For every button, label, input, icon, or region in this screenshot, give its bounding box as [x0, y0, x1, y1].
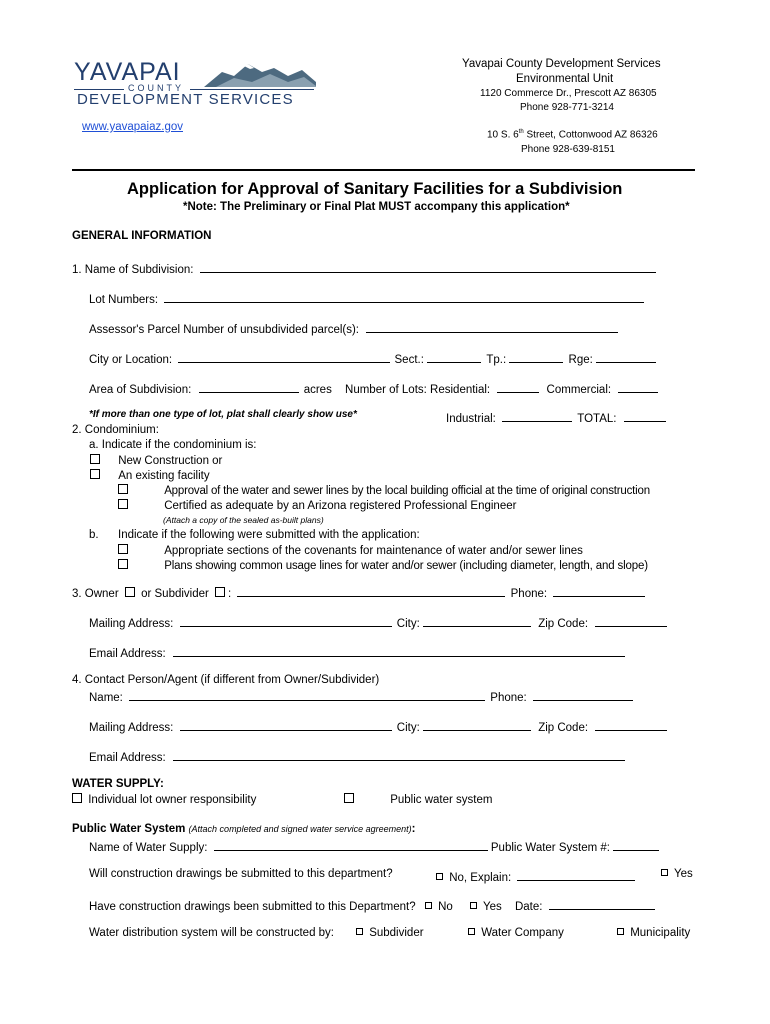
label-individual: Individual lot owner responsibility: [88, 794, 257, 806]
label-owner-zip: Zip Code:: [538, 618, 589, 630]
row-subdivision-name: [72, 260, 656, 276]
industrial-field[interactable]: [502, 409, 572, 422]
owner-zip-field[interactable]: [595, 614, 667, 627]
county-logo: [68, 58, 318, 110]
office-unit: Environmental Unit: [516, 73, 614, 85]
condo-heading: 2. Condominium:: [72, 424, 159, 436]
row-industrial: [446, 409, 666, 425]
individual-checkbox[interactable]: [72, 793, 82, 803]
owner-phone-field[interactable]: [553, 584, 645, 597]
row-approval: [118, 484, 650, 497]
label-contact-phone: Phone:: [490, 692, 527, 704]
row-plans: [118, 559, 648, 572]
row-public: [344, 793, 492, 806]
label-contact-email: Email Address:: [89, 752, 166, 764]
condo-b-text: Indicate if the following were submitted with the application:: [118, 529, 420, 541]
owner-email-field[interactable]: [173, 644, 625, 657]
header-divider: [72, 169, 695, 171]
lot-note: *If more than one type of lot, plat shall clearly show use*: [89, 409, 357, 420]
logo-rule-left: [74, 89, 124, 90]
contact-phone-field[interactable]: [533, 688, 633, 701]
apn-field[interactable]: [366, 320, 618, 333]
existing-facility-checkbox[interactable]: [90, 469, 100, 479]
label-apn: Assessor's Parcel Number of unsubdivided parcel(s):: [89, 324, 360, 336]
row-covenants: [118, 544, 583, 557]
mountain-icon: [204, 60, 316, 88]
total-field[interactable]: [624, 409, 666, 422]
form-title: Application for Approval of Sanitary Facilities for a Subdivision: [127, 180, 623, 198]
label-industrial: Industrial:: [446, 413, 496, 425]
label-commercial: Commercial:: [546, 384, 612, 396]
label-covenants: Appropriate sections of the covenants for maintenance of water and/or sewer lines: [164, 545, 583, 557]
contact-email-field[interactable]: [173, 748, 625, 761]
prescott-phone: Phone 928-771-3214: [520, 102, 614, 113]
pws-heading-row: [72, 823, 416, 835]
contact-zip-field[interactable]: [595, 718, 667, 731]
water-heading: WATER SUPPLY:: [72, 778, 164, 790]
attach-note: (Attach a copy of the sealed as-built plans): [163, 515, 324, 525]
label-dist-company: Water Company: [481, 927, 564, 939]
will-submit-no-checkbox[interactable]: [436, 873, 443, 880]
label-owner-mailing: Mailing Address:: [89, 618, 174, 630]
row-apn: [89, 320, 618, 336]
lot-numbers-field[interactable]: [164, 290, 644, 303]
label-pws-num: Public Water System #:: [490, 842, 610, 854]
owner-checkbox[interactable]: [125, 587, 135, 597]
label-plans: Plans showing common usage lines for water and/or sewer (including diameter, length, and slope): [164, 560, 648, 572]
row-contact-email: [89, 748, 625, 764]
general-heading: GENERAL INFORMATION: [72, 230, 212, 242]
tp-field[interactable]: [509, 350, 563, 363]
label-certified: Certified as adequate by an Arizona registered Professional Engineer: [164, 500, 517, 512]
label-have-submitted: Have construction drawings been submitted to this Department?: [89, 901, 416, 913]
cottonwood-phone: Phone 928-639-8151: [521, 144, 615, 155]
label-area: Area of Subdivision:: [89, 384, 192, 396]
date-field[interactable]: [549, 897, 655, 910]
condo-b-label: b.: [89, 529, 99, 541]
dist-subdivider-checkbox[interactable]: [356, 928, 363, 935]
rge-field[interactable]: [596, 350, 656, 363]
row-contact-mailing: [89, 718, 667, 734]
pws-colon: :: [411, 823, 416, 835]
label-tp: Tp.:: [486, 354, 507, 366]
logo-title: YAVAPAI: [74, 58, 181, 86]
row-owner: 3. Owner or Subdivider : Phone:: [72, 584, 645, 600]
row-new-construction: [90, 454, 222, 467]
label-public: Public water system: [390, 794, 493, 806]
label-rge: Rge:: [568, 354, 593, 366]
label-have-yes: Yes: [482, 901, 502, 913]
row-individual: [72, 793, 256, 806]
row-distribution: [89, 927, 334, 939]
row-contact-name: [89, 688, 633, 704]
contact-heading: 4. Contact Person/Agent (if different from Owner/Subdivider): [72, 674, 380, 686]
label-subdivision-name: 1. Name of Subdivision:: [72, 264, 194, 276]
logo-county: COUNTY: [128, 83, 184, 93]
label-no-explain: No, Explain:: [449, 872, 512, 884]
explain-field[interactable]: [517, 868, 635, 881]
row-will-submit: [89, 868, 393, 880]
label-existing-facility: An existing facility: [118, 470, 210, 482]
website-link[interactable]: www.yavapaiaz.gov: [82, 121, 183, 133]
row-will-submit-yes: [661, 868, 693, 880]
row-dist-municipality: [617, 927, 690, 939]
label-dist-subdivider: Subdivider: [369, 927, 424, 939]
label-will-yes: Yes: [674, 868, 693, 880]
label-contact-zip: Zip Code:: [538, 722, 589, 734]
contact-mailing-field[interactable]: [180, 718, 392, 731]
label-owner-phone: Phone:: [510, 588, 548, 600]
row-lot-numbers: [89, 290, 644, 306]
pws-num-field[interactable]: [613, 838, 659, 851]
public-checkbox[interactable]: [344, 793, 354, 803]
have-yes-checkbox[interactable]: [470, 902, 477, 909]
label-owner-city: City:: [396, 618, 420, 630]
label-sect: Sect.:: [394, 354, 424, 366]
dist-municipality-checkbox[interactable]: [617, 928, 624, 935]
label-num-lots: Number of Lots: Residential:: [345, 384, 491, 396]
label-owner: 3. Owner: [72, 588, 119, 600]
have-no-checkbox[interactable]: [425, 902, 432, 909]
row-will-submit-no: [436, 868, 635, 884]
label-water-name: Name of Water Supply:: [89, 842, 208, 854]
form-note: *Note: The Preliminary or Final Plat MUST accompany this application*: [183, 201, 570, 213]
row-city-location: [89, 350, 656, 366]
dist-company-checkbox[interactable]: [468, 928, 475, 935]
residential-field[interactable]: [497, 380, 539, 393]
row-have-submitted: [89, 897, 655, 913]
label-contact-name: Name:: [89, 692, 123, 704]
contact-city-field[interactable]: [423, 718, 531, 731]
prescott-address: 1120 Commerce Dr., Prescott AZ 86305: [480, 88, 657, 99]
subdivision-name-field[interactable]: [200, 260, 656, 273]
label-owner-email: Email Address:: [89, 648, 166, 660]
label-total: TOTAL:: [577, 413, 617, 425]
certified-checkbox[interactable]: [118, 499, 128, 509]
label-dist-municipality: Municipality: [630, 927, 691, 939]
city-location-field[interactable]: [178, 350, 390, 363]
row-water-name: [89, 838, 659, 854]
will-submit-yes-checkbox[interactable]: [661, 869, 668, 876]
row-owner-mailing: [89, 614, 667, 630]
row-certified: [118, 499, 516, 512]
owner-name-field[interactable]: [237, 584, 505, 597]
label-contact-city: City:: [396, 722, 420, 734]
logo-rule-right: [190, 89, 314, 90]
contact-name-field[interactable]: [129, 688, 485, 701]
subdivider-checkbox[interactable]: [215, 587, 225, 597]
covenants-checkbox[interactable]: [118, 544, 128, 554]
owner-mailing-field[interactable]: [180, 614, 392, 627]
row-dist-company: [468, 927, 564, 939]
logo-dept: DEVELOPMENT SERVICES: [77, 91, 294, 108]
label-new-construction: New Construction or: [118, 455, 223, 467]
row-existing-facility: [90, 469, 210, 482]
row-owner-email: [89, 644, 625, 660]
condo-a: a. Indicate if the condominium is:: [89, 439, 257, 451]
label-lot-numbers: Lot Numbers:: [89, 294, 159, 306]
sect-field[interactable]: [427, 350, 481, 363]
pws-note: (Attach completed and signed water service agreement): [188, 824, 412, 834]
area-field[interactable]: [199, 380, 299, 393]
pws-heading: Public Water System: [72, 823, 186, 835]
approval-checkbox[interactable]: [118, 484, 128, 494]
label-will-submit: Will construction drawings be submitted to this department?: [89, 868, 393, 880]
commercial-field[interactable]: [618, 380, 658, 393]
row-dist-subdivider: [356, 927, 424, 939]
label-acres: acres: [303, 384, 332, 396]
label-subdivider: or Subdivider: [141, 588, 209, 600]
label-city-location: City or Location:: [89, 354, 173, 366]
row-area: [89, 380, 658, 396]
owner-city-field[interactable]: [423, 614, 531, 627]
new-construction-checkbox[interactable]: [90, 454, 100, 464]
label-date: Date:: [514, 901, 543, 913]
water-name-field[interactable]: [214, 838, 488, 851]
cottonwood-address: 10 S. 6th Street, Cottonwood AZ 86326: [487, 129, 658, 141]
label-distribution: Water distribution system will be constructed by:: [89, 927, 334, 939]
office-name: Yavapai County Development Services: [462, 58, 661, 70]
plans-checkbox[interactable]: [118, 559, 128, 569]
label-approval: Approval of the water and sewer lines by the local building official at the time of original construction: [164, 485, 650, 497]
label-contact-mailing: Mailing Address:: [89, 722, 174, 734]
label-have-no: No: [438, 901, 453, 913]
